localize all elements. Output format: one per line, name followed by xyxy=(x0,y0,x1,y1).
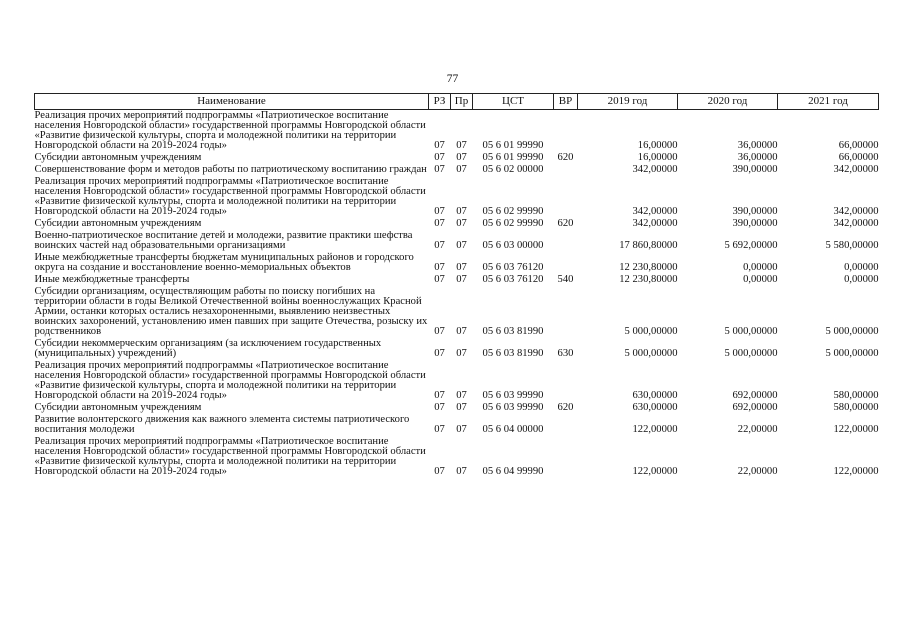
row-value-2021: 0,00000 xyxy=(844,274,879,285)
row-value-2020: 5 000,00000 xyxy=(724,326,778,337)
row-vr: 620 xyxy=(557,218,574,229)
row-value-2019: 16,00000 xyxy=(637,140,678,151)
row-pr: 07 xyxy=(456,424,467,435)
row-value-2020: 5 000,00000 xyxy=(724,348,778,359)
row-cst: 05 6 02 99990 xyxy=(482,218,544,229)
row-rz: 07 xyxy=(434,348,445,359)
row-name: Иные межбюджетные трансферты xyxy=(34,274,190,285)
row-vr: 540 xyxy=(557,274,574,285)
row-value-2021: 342,00000 xyxy=(833,164,879,175)
row-value-2020: 0,00000 xyxy=(743,262,778,273)
row-value-2021: 66,00000 xyxy=(838,152,879,163)
row-rz: 07 xyxy=(434,424,445,435)
row-cst: 05 6 01 99990 xyxy=(482,152,544,163)
row-cst: 05 6 03 99990 xyxy=(482,402,544,413)
row-pr: 07 xyxy=(456,274,467,285)
row-value-2019: 630,00000 xyxy=(632,390,678,401)
row-value-2020: 390,00000 xyxy=(732,218,778,229)
row-vr xyxy=(554,176,578,218)
row-pr: 07 xyxy=(456,326,467,337)
row-value-2019: 122,00000 xyxy=(632,466,678,477)
row-value-2019: 17 860,80000 xyxy=(619,240,678,251)
row-name: Военно-патриотическое воспитание детей и молодежи, развитие практики шефства воинских частей над образовательными организациями xyxy=(34,230,413,251)
row-value-2021: 342,00000 xyxy=(833,218,879,229)
row-name: Субсидии автономным учреждениям xyxy=(34,402,202,413)
table-row xyxy=(35,164,879,176)
row-name: Реализация прочих мероприятий подпрограммы «Патриотическое воспитание населения Новгородской области» государственной программы Новгородской области «Развитие физической культуры, спорта и молодежной политики на территории Новгородской области на 2019-2024 годы» xyxy=(34,436,426,477)
row-rz: 07 xyxy=(434,206,445,217)
row-value-2019: 122,00000 xyxy=(632,424,678,435)
row-value-2021: 122,00000 xyxy=(833,424,879,435)
row-cst: 05 6 03 99990 xyxy=(482,390,544,401)
table-row xyxy=(35,436,879,478)
table-header-row xyxy=(35,94,879,110)
budget-table xyxy=(34,93,879,478)
row-value-2021: 5 000,00000 xyxy=(825,348,879,359)
row-value-2019: 342,00000 xyxy=(632,164,678,175)
row-cst: 05 6 03 81990 xyxy=(482,326,544,337)
row-name: Совершенствование форм и методов работы по патриотическому воспитанию граждан xyxy=(34,164,427,175)
row-pr: 07 xyxy=(456,152,467,163)
table-row xyxy=(35,338,879,360)
row-vr xyxy=(554,230,578,252)
row-rz: 07 xyxy=(434,262,445,273)
row-value-2020: 22,00000 xyxy=(737,424,778,435)
row-pr: 07 xyxy=(456,466,467,477)
row-vr xyxy=(554,414,578,436)
row-cst: 05 6 04 99990 xyxy=(482,466,544,477)
row-value-2020: 0,00000 xyxy=(743,274,778,285)
table-row xyxy=(35,414,879,436)
row-vr xyxy=(554,360,578,402)
table-row xyxy=(35,252,879,274)
table-row xyxy=(35,230,879,252)
row-value-2020: 36,00000 xyxy=(737,140,778,151)
row-value-2019: 342,00000 xyxy=(632,218,678,229)
row-value-2019: 16,00000 xyxy=(637,152,678,163)
row-rz: 07 xyxy=(434,140,445,151)
row-pr: 07 xyxy=(456,206,467,217)
row-vr: 620 xyxy=(557,152,574,163)
row-pr: 07 xyxy=(456,240,467,251)
row-value-2021: 0,00000 xyxy=(844,262,879,273)
row-value-2019: 5 000,00000 xyxy=(624,348,678,359)
table-row xyxy=(35,152,879,164)
header-cst: ЦСТ xyxy=(473,94,554,110)
header-name: Наименование xyxy=(35,94,429,110)
row-value-2020: 692,00000 xyxy=(732,402,778,413)
row-value-2019: 12 230,80000 xyxy=(619,262,678,273)
row-value-2021: 5 580,00000 xyxy=(825,240,879,251)
row-value-2021: 580,00000 xyxy=(833,390,879,401)
row-value-2020: 390,00000 xyxy=(732,164,778,175)
row-value-2020: 692,00000 xyxy=(732,390,778,401)
row-vr xyxy=(554,436,578,478)
row-pr: 07 xyxy=(456,164,467,175)
table-row xyxy=(35,274,879,286)
header-2021: 2021 год xyxy=(778,94,879,110)
row-value-2021: 122,00000 xyxy=(833,466,879,477)
row-pr: 07 xyxy=(456,390,467,401)
header-2019: 2019 год xyxy=(578,94,678,110)
header-vr: ВР xyxy=(554,94,578,110)
row-cst: 05 6 01 99990 xyxy=(482,140,544,151)
row-pr: 07 xyxy=(456,262,467,273)
row-name: Реализация прочих мероприятий подпрограммы «Патриотическое воспитание населения Новгородской области» государственной программы Новгородской области «Развитие физической культуры, спорта и молодежной политики на территории Новгородской области на 2019-2024 годы» xyxy=(34,176,426,217)
header-rz: РЗ xyxy=(429,94,451,110)
row-name: Иные межбюджетные трансферты бюджетам муниципальных районов и городского округа на создание и восстановление военно-мемориальных объектов xyxy=(34,252,414,273)
row-pr: 07 xyxy=(456,402,467,413)
row-value-2019: 342,00000 xyxy=(632,206,678,217)
row-rz: 07 xyxy=(434,240,445,251)
row-value-2019: 5 000,00000 xyxy=(624,326,678,337)
row-value-2021: 580,00000 xyxy=(833,402,879,413)
row-cst: 05 6 04 00000 xyxy=(482,424,544,435)
row-cst: 05 6 02 00000 xyxy=(482,164,544,175)
row-vr: 630 xyxy=(557,348,574,359)
row-value-2020: 5 692,00000 xyxy=(724,240,778,251)
header-pr: Пр xyxy=(451,94,473,110)
header-2020: 2020 год xyxy=(678,94,778,110)
row-value-2020: 36,00000 xyxy=(737,152,778,163)
table-row xyxy=(35,110,879,153)
row-rz: 07 xyxy=(434,390,445,401)
row-vr xyxy=(554,252,578,274)
row-pr: 07 xyxy=(456,140,467,151)
row-cst: 05 6 03 76120 xyxy=(482,262,544,273)
row-rz: 07 xyxy=(434,402,445,413)
row-rz: 07 xyxy=(434,274,445,285)
row-name: Развитие волонтерского движения как важного элемента системы патриотического воспитания молодежи xyxy=(34,414,410,435)
row-vr xyxy=(554,286,578,338)
row-value-2019: 12 230,80000 xyxy=(619,274,678,285)
row-cst: 05 6 03 00000 xyxy=(482,240,544,251)
page-number: 77 xyxy=(446,73,459,85)
row-vr xyxy=(554,110,578,153)
row-cst: 05 6 03 76120 xyxy=(482,274,544,285)
row-pr: 07 xyxy=(456,348,467,359)
row-value-2020: 390,00000 xyxy=(732,206,778,217)
row-rz: 07 xyxy=(434,466,445,477)
row-rz: 07 xyxy=(434,218,445,229)
row-cst: 05 6 03 81990 xyxy=(482,348,544,359)
row-rz: 07 xyxy=(434,164,445,175)
row-rz: 07 xyxy=(434,326,445,337)
table-row xyxy=(35,286,879,338)
row-name: Реализация прочих мероприятий подпрограммы «Патриотическое воспитание населения Новгородской области» государственной программы Новгородской области «Развитие физической культуры, спорта и молодежной политики на территории Новгородской области на 2019-2024 годы» xyxy=(34,110,426,151)
table-row xyxy=(35,176,879,218)
row-pr: 07 xyxy=(456,218,467,229)
row-rz: 07 xyxy=(434,152,445,163)
row-name: Субсидии автономным учреждениям xyxy=(34,152,202,163)
row-value-2020: 22,00000 xyxy=(737,466,778,477)
row-value-2021: 342,00000 xyxy=(833,206,879,217)
table-row xyxy=(35,360,879,402)
row-vr xyxy=(554,164,578,176)
row-name: Субсидии организациям, осуществляющим работы по поиску погибших на территории области в годы Великой Отечественной войны военнослужащих Красной Армии, останки которых остались незахороненными, выявлению неизвестных воинских захоронений, установлению имен павших при защите Отечества, розыску их родственников xyxy=(34,286,428,337)
table-row xyxy=(35,218,879,230)
row-value-2021: 5 000,00000 xyxy=(825,326,879,337)
row-value-2019: 630,00000 xyxy=(632,402,678,413)
row-name: Субсидии автономным учреждениям xyxy=(34,218,202,229)
row-cst: 05 6 02 99990 xyxy=(482,206,544,217)
table-row xyxy=(35,402,879,414)
row-name: Субсидии некоммерческим организациям (за исключением государственных (муниципальных) учреждений) xyxy=(34,338,382,359)
row-vr: 620 xyxy=(557,402,574,413)
row-value-2021: 66,00000 xyxy=(838,140,879,151)
row-name: Реализация прочих мероприятий подпрограммы «Патриотическое воспитание населения Новгородской области» государственной программы Новгородской области «Развитие физической культуры, спорта и молодежной политики на территории Новгородской области на 2019-2024 годы» xyxy=(34,360,426,401)
